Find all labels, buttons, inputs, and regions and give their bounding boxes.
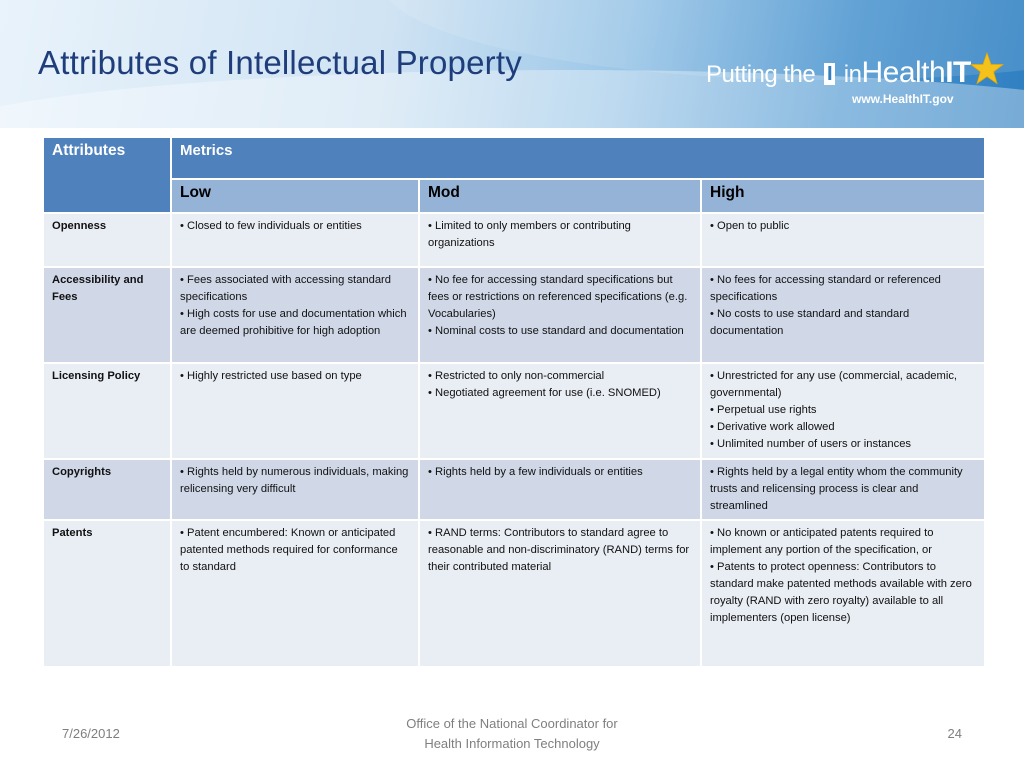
cell-bullet: • RAND terms: Contributors to standard agree to reasonable and non-discriminatory (RAND) terms for their contributed material: [428, 527, 690, 573]
metrics-header: Metrics: [172, 138, 984, 178]
logo-wordmark: [706, 56, 971, 90]
footer-date: 7/26/2012: [62, 726, 120, 741]
table-row: [44, 521, 984, 666]
low-cell: [172, 460, 418, 519]
mod-cell: [420, 364, 700, 458]
cell-bullet: • Patents to protect openness: Contributors to standard make patented methods available with zero royalty (RAND with zero royalty) available to all implementers (open license): [710, 561, 972, 624]
cell-bullet: • Highly restricted use based on type: [180, 370, 362, 382]
star-icon: [970, 52, 1004, 86]
low-cell: [172, 364, 418, 458]
level-header-low: Low: [172, 180, 418, 212]
cell-bullet: • Nominal costs to use standard and documentation: [428, 325, 684, 337]
slide-title: Attributes of Intellectual Property: [38, 44, 522, 81]
cell-bullet: • Open to public: [710, 220, 790, 232]
mod-cell: [420, 268, 700, 362]
logo-text-it: IT: [945, 56, 971, 89]
high-cell: [702, 214, 984, 266]
footer-office: [362, 714, 662, 754]
footer-office-line: Health Information Technology: [424, 736, 600, 751]
logo-boxed-i: I: [824, 63, 835, 85]
cell-bullet: • Perpetual use rights: [710, 404, 817, 416]
attribute-name: Accessibility and Fees: [44, 268, 170, 362]
cell-bullet: • Derivative work allowed: [710, 421, 835, 433]
level-header-high: High: [702, 180, 984, 212]
cell-bullet: • Negotiated agreement for use (i.e. SNOMED): [428, 387, 661, 399]
cell-bullet: • Fees associated with accessing standard specifications: [180, 274, 391, 303]
cell-bullet: • Unlimited number of users or instances: [710, 438, 912, 450]
logo-text-in: in: [843, 61, 862, 88]
cell-bullet: • Rights held by numerous individuals, making relicensing very difficult: [180, 466, 409, 495]
high-cell: [702, 460, 984, 519]
cell-bullet: • No fees for accessing standard or referenced specifications: [710, 274, 941, 303]
healthit-logo: [706, 52, 1006, 112]
attribute-name: Patents: [44, 521, 170, 666]
table-row: [44, 364, 984, 458]
cell-bullet: • High costs for use and documentation which are deemed prohibitive for high adoption: [180, 308, 407, 337]
attribute-name: Openness: [44, 214, 170, 266]
low-cell: [172, 214, 418, 266]
mod-cell: [420, 521, 700, 666]
footer-office-line: Office of the National Coordinator for: [406, 716, 618, 731]
cell-bullet: • No fee for accessing standard specifications but fees or restrictions on referenced specifications (e.g. Vocabularies): [428, 274, 688, 320]
cell-bullet: • Restricted to only non-commercial: [428, 370, 605, 382]
mod-cell: [420, 214, 700, 266]
low-cell: [172, 268, 418, 362]
cell-bullet: • Unrestricted for any use (commercial, academic, governmental): [710, 370, 958, 399]
cell-bullet: • Closed to few individuals or entities: [180, 220, 362, 232]
slide-header-banner: [0, 0, 1024, 128]
mod-cell: [420, 460, 700, 519]
logo-text-health: Health: [861, 56, 946, 89]
low-cell: [172, 521, 418, 666]
high-cell: [702, 268, 984, 362]
cell-bullet: • Rights held by a legal entity whom the community trusts and relicensing process is clear and streamlined: [710, 466, 963, 512]
cell-bullet: • No costs to use standard and standard documentation: [710, 308, 910, 337]
high-cell: [702, 521, 984, 666]
table-row: [44, 268, 984, 362]
table-row: [44, 460, 984, 519]
high-cell: [702, 364, 984, 458]
attribute-name: Licensing Policy: [44, 364, 170, 458]
attributes-column-header: Attributes: [44, 138, 170, 212]
logo-text-putting: Putting the: [706, 61, 816, 88]
cell-bullet: • No known or anticipated patents required to implement any portion of the specification, or: [710, 527, 934, 556]
attribute-name: Copyrights: [44, 460, 170, 519]
cell-bullet: • Limited to only members or contributing organizations: [428, 220, 631, 249]
level-header-mod: Mod: [420, 180, 700, 212]
cell-bullet: • Patent encumbered: Known or anticipated patented methods required for conformance to standard: [180, 527, 398, 573]
table-row: [44, 214, 984, 266]
cell-bullet: • Rights held by a few individuals or entities: [428, 466, 643, 478]
ip-attributes-table: [42, 136, 986, 668]
logo-url: www.HealthIT.gov: [852, 92, 954, 106]
page-number: 24: [947, 726, 962, 741]
